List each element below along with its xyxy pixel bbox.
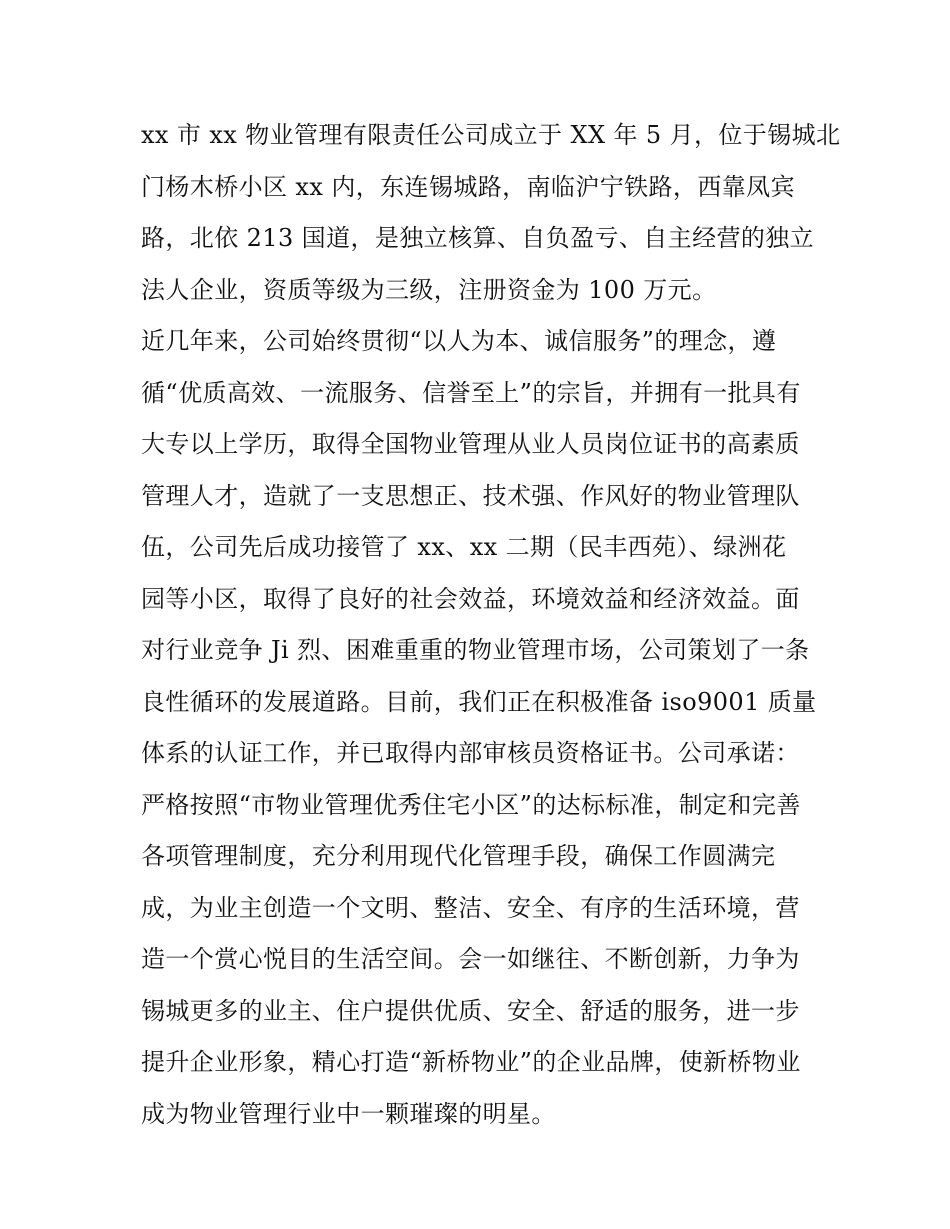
text-line: 大专以上学历，取得全国物业管理从业人员岗位证书的高素质 bbox=[141, 430, 800, 458]
text-line: 成为物业管理行业中一颗璀璨的明星。 bbox=[141, 1099, 556, 1128]
text-line: 良性循环的发展道路。目前，我们正在积极准备 iso9001 质量 bbox=[141, 687, 817, 716]
text-line: 严格按照“市物业管理优秀住宅小区”的达标标准，制定和完善 bbox=[141, 790, 801, 819]
text-line: 对行业竞争 Ji 烈、困难重重的物业管理市场，公司策划了一条 bbox=[141, 636, 810, 664]
text-line: 路，北依 213 国道，是独立核算、自负盈亏、自主经营的独立 bbox=[141, 224, 815, 252]
text-line: 体系的认证工作，并已取得内部审核员资格证书。公司承诺： bbox=[141, 739, 800, 767]
text-line: 近几年来，公司始终贯彻“以人为本、诚信服务”的理念，遵 bbox=[141, 327, 777, 355]
text-line: 伍，公司先后成功接管了 xx、xx 二期（民丰西苑）、绿洲花 bbox=[141, 533, 787, 561]
text-line: 造一个赏心悦目的生活空间。会一如继往、不断创新，力争为 bbox=[141, 945, 800, 973]
text-line: 锡城更多的业主、住户提供优质、安全、舒适的服务，进一步 bbox=[141, 996, 800, 1025]
text-line: xx 市 xx 物业管理有限责任公司成立于 XX 年 5 月，位于锡城北 bbox=[141, 121, 841, 149]
text-line: 提升企业形象，精心打造“新桥物业”的企业品牌，使新桥物业 bbox=[141, 1048, 801, 1076]
text-line: 各项管理制度，充分利用现代化管理手段，确保工作圆满完 bbox=[141, 842, 776, 870]
text-line: 循“优质高效、一流服务、信誉至上”的宗旨，并拥有一批具有 bbox=[141, 378, 801, 407]
text-line: 成，为业主创造一个文明、整洁、安全、有序的生活环境，营 bbox=[141, 893, 800, 922]
body-text bbox=[141, 110, 841, 1140]
text-line: 门杨木桥小区 xx 内，东连锡城路，南临沪宁铁路，西靠凤宾 bbox=[141, 172, 795, 201]
text-line: 管理人才，造就了一支思想正、技术强、作风好的物业管理队 bbox=[141, 481, 800, 510]
text-line: 法人企业，资质等级为三级，注册资金为 100 万元。 bbox=[141, 275, 717, 304]
text-line: 园等小区，取得了良好的社会效益，环境效益和经济效益。面 bbox=[141, 584, 800, 613]
